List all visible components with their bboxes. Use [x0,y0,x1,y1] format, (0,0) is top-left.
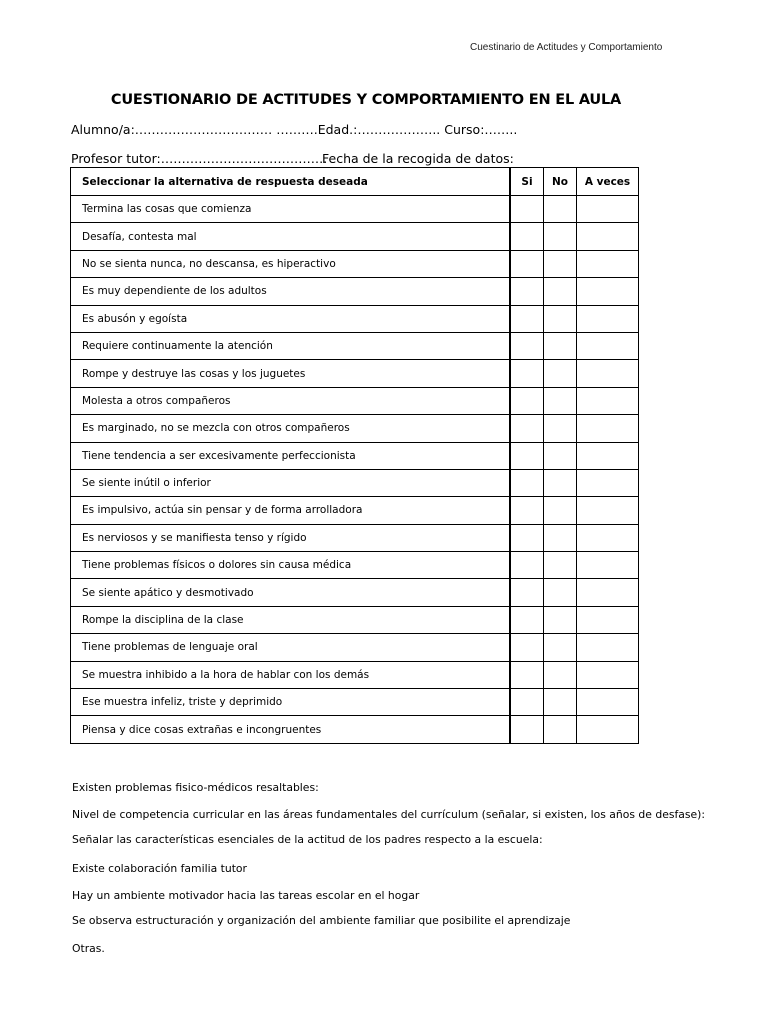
alumno-field-line: Alumno/a:…………………………… ……….Edad.:……………….. Curso:…….. [71,122,518,137]
si-checkbox-cell[interactable] [510,196,544,223]
no-checkbox-cell[interactable] [544,415,577,442]
table-row [71,552,639,579]
si-checkbox-cell[interactable] [510,360,544,387]
table-row [71,469,639,496]
table-row [71,579,639,606]
si-checkbox-cell[interactable] [510,278,544,305]
row-statement: Es impulsivo, actúa sin pensar y de forma arrolladora [71,497,511,524]
header-a-veces: A veces [577,168,639,196]
a-veces-checkbox-cell[interactable] [577,305,639,332]
si-checkbox-cell[interactable] [510,579,544,606]
header-no: No [544,168,577,196]
row-statement: Es abusón y egoísta [71,305,511,332]
si-checkbox-cell[interactable] [510,524,544,551]
a-veces-checkbox-cell[interactable] [577,634,639,661]
no-checkbox-cell[interactable] [544,606,577,633]
row-statement: Tiene problemas físicos o dolores sin causa médica [71,552,511,579]
table-row [71,497,639,524]
a-veces-checkbox-cell[interactable] [577,442,639,469]
si-checkbox-cell[interactable] [510,332,544,359]
table-row [71,196,639,223]
a-veces-checkbox-cell[interactable] [577,332,639,359]
row-statement: Requiere continuamente la atención [71,332,511,359]
row-statement: Es marginado, no se mezcla con otros compañeros [71,415,511,442]
row-statement: Es nerviosos y se manifiesta tenso y rígido [71,524,511,551]
no-checkbox-cell[interactable] [544,661,577,688]
row-statement: Se siente apático y desmotivado [71,579,511,606]
header-instruction: Seleccionar la alternativa de respuesta deseada [71,168,511,196]
no-checkbox-cell[interactable] [544,223,577,250]
no-checkbox-cell[interactable] [544,716,577,743]
si-checkbox-cell[interactable] [510,497,544,524]
table-row [71,716,639,743]
si-checkbox-cell[interactable] [510,552,544,579]
no-checkbox-cell[interactable] [544,360,577,387]
table-header-row [71,168,639,196]
si-checkbox-cell[interactable] [510,223,544,250]
table-row [71,305,639,332]
page-title: CUESTIONARIO DE ACTITUDES Y COMPORTAMIENTO EN EL AULA [110,92,622,108]
no-checkbox-cell[interactable] [544,305,577,332]
note-line: Se observa estructuración y organización del ambiente familiar que posibilite el aprendizaje [72,914,571,927]
si-checkbox-cell[interactable] [510,716,544,743]
header-note: Cuestinario de Actitudes y Comportamiento [470,42,663,53]
no-checkbox-cell[interactable] [544,579,577,606]
row-statement: Desafía, contesta mal [71,223,511,250]
table-row [71,387,639,414]
row-statement: Es muy dependiente de los adultos [71,278,511,305]
si-checkbox-cell[interactable] [510,634,544,661]
si-checkbox-cell[interactable] [510,305,544,332]
row-statement: Tiene tendencia a ser excesivamente perfeccionista [71,442,511,469]
a-veces-checkbox-cell[interactable] [577,524,639,551]
a-veces-checkbox-cell[interactable] [577,360,639,387]
table-row [71,250,639,277]
row-statement: Termina las cosas que comienza [71,196,511,223]
a-veces-checkbox-cell[interactable] [577,497,639,524]
table-row [71,661,639,688]
si-checkbox-cell[interactable] [510,442,544,469]
table-row [71,278,639,305]
no-checkbox-cell[interactable] [544,278,577,305]
a-veces-checkbox-cell[interactable] [577,196,639,223]
a-veces-checkbox-cell[interactable] [577,223,639,250]
note-line: Existen problemas fisico-médicos resaltables: [72,781,319,794]
row-statement: Ese muestra infeliz, triste y deprimido [71,689,511,716]
no-checkbox-cell[interactable] [544,387,577,414]
a-veces-checkbox-cell[interactable] [577,469,639,496]
a-veces-checkbox-cell[interactable] [577,579,639,606]
table-row [71,634,639,661]
table-row [71,442,639,469]
no-checkbox-cell[interactable] [544,497,577,524]
a-veces-checkbox-cell[interactable] [577,606,639,633]
row-statement: No se sienta nunca, no descansa, es hiperactivo [71,250,511,277]
note-line: Existe colaboración familia tutor [72,862,247,875]
row-statement: Se siente inútil o inferior [71,469,511,496]
a-veces-checkbox-cell[interactable] [577,415,639,442]
no-checkbox-cell[interactable] [544,689,577,716]
no-checkbox-cell[interactable] [544,524,577,551]
table-row [71,606,639,633]
note-line: Señalar las características esenciales de la actitud de los padres respecto a la escuela: [72,833,543,846]
note-line: Nivel de competencia curricular en las áreas fundamentales del currículum (señalar, si existen, los años de desfase): [72,808,705,821]
no-checkbox-cell[interactable] [544,332,577,359]
a-veces-checkbox-cell[interactable] [577,250,639,277]
header-si: Si [510,168,544,196]
si-checkbox-cell[interactable] [510,606,544,633]
si-checkbox-cell[interactable] [510,387,544,414]
si-checkbox-cell[interactable] [510,415,544,442]
row-statement: Rompe y destruye las cosas y los juguetes [71,360,511,387]
no-checkbox-cell[interactable] [544,469,577,496]
table-row [71,689,639,716]
no-checkbox-cell[interactable] [544,196,577,223]
note-line: Otras. [72,942,105,955]
row-statement: Tiene problemas de lenguaje oral [71,634,511,661]
table-row [71,415,639,442]
a-veces-checkbox-cell[interactable] [577,661,639,688]
table-row [71,223,639,250]
questionnaire-table [70,167,639,744]
fecha-field-line: Fecha de la recogida de datos: [322,151,514,166]
a-veces-checkbox-cell[interactable] [577,689,639,716]
note-line: Hay un ambiente motivador hacia las tareas escolar en el hogar [72,889,420,902]
no-checkbox-cell[interactable] [544,250,577,277]
a-veces-checkbox-cell[interactable] [577,716,639,743]
si-checkbox-cell[interactable] [510,689,544,716]
a-veces-checkbox-cell[interactable] [577,387,639,414]
no-checkbox-cell[interactable] [544,442,577,469]
row-statement: Se muestra inhibido a la hora de hablar con los demás [71,661,511,688]
a-veces-checkbox-cell[interactable] [577,552,639,579]
table-row [71,524,639,551]
si-checkbox-cell[interactable] [510,661,544,688]
a-veces-checkbox-cell[interactable] [577,278,639,305]
si-checkbox-cell[interactable] [510,469,544,496]
row-statement: Piensa y dice cosas extrañas e incongruentes [71,716,511,743]
no-checkbox-cell[interactable] [544,552,577,579]
row-statement: Rompe la disciplina de la clase [71,606,511,633]
profesor-field-line: Profesor tutor:…………………………………. [71,151,328,166]
table-row [71,360,639,387]
no-checkbox-cell[interactable] [544,634,577,661]
table-row [71,332,639,359]
si-checkbox-cell[interactable] [510,250,544,277]
row-statement: Molesta a otros compañeros [71,387,511,414]
